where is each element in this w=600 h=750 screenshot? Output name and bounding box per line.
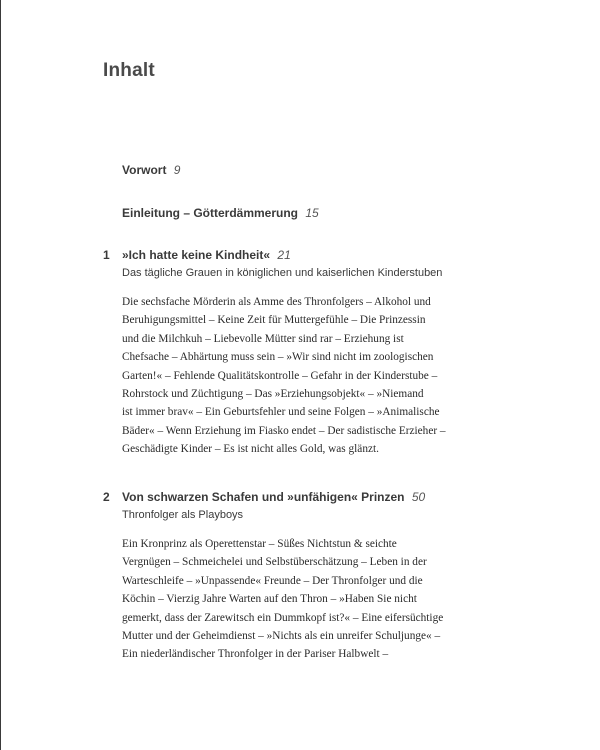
toc-entry-page-number: 15	[305, 206, 319, 220]
summary-line: gemerkt, dass der Zarewitsch ein Dummkopf ist?« – Eine eifersüchtige	[122, 611, 444, 624]
summary-line: Bäder« – Wenn Erziehung im Fiasko endet – Der sadistische Erzieher –	[122, 424, 446, 437]
chapter-page-number: 50	[411, 490, 426, 504]
toc-entry-einleitung	[122, 206, 319, 220]
summary-line: Ein niederländischer Thronfolger in der Pariser Halbwelt –	[122, 648, 389, 661]
chapter-summary	[122, 535, 452, 664]
chapter-page-number: 21	[277, 248, 291, 262]
summary-line: Mutter und der Geheimdienst – »Nichts als ein unreifer Schuljunge« –	[122, 630, 441, 643]
summary-line: Geschädigte Kinder – Es ist nicht alles Gold, was glänzt.	[122, 443, 379, 456]
summary-line: Garten!« – Fehlende Qualitätskontrolle – Gefahr in der Kinderstube –	[122, 369, 438, 382]
summary-line: ist immer brav« – Ein Geburtsfehler und seine Folgen – »Animalische	[122, 406, 440, 419]
chapter-number: 2	[103, 490, 110, 504]
summary-line: Ein Kronprinz als Operettenstar – Süßes Nichtstun & seichte	[122, 538, 397, 550]
chapter-number: 1	[103, 248, 110, 262]
chapter-summary	[122, 293, 452, 459]
summary-line: Die sechsfache Mörderin als Amme des Thronfolgers – Alkohol und	[122, 296, 431, 308]
chapter-heading	[122, 248, 291, 262]
summary-line: Köchin – Vierzig Jahre Warten auf den Thron – »Haben Sie nicht	[122, 593, 417, 606]
summary-line: Beruhigungsmittel – Keine Zeit für Muttergefühle – Die Prinzessin	[122, 314, 426, 327]
chapter-title: Von schwarzen Schafen und »unfähigen« Prinzen	[122, 490, 405, 504]
summary-line: Rohrstock und Züchtigung – Das »Erziehungsobjekt« – »Niemand	[122, 388, 424, 401]
chapter-heading	[122, 490, 425, 504]
summary-line: und die Milchkuh – Liebevolle Mütter sind rar – Erziehung ist	[122, 332, 404, 345]
chapter-subtitle: Das tägliche Grauen in königlichen und kaiserlichen Kinderstuben	[122, 267, 443, 279]
page-title: Inhalt	[103, 60, 155, 81]
summary-line: Vergnügen – Schmeichelei und Selbstüberschätzung – Leben in der	[122, 556, 427, 569]
chapter-title: »Ich hatte keine Kindheit«	[122, 248, 271, 262]
summary-line: Warteschleife – »Unpassende« Freunde – Der Thronfolger und die	[122, 574, 423, 587]
chapter-subtitle: Thronfolger als Playboys	[122, 509, 244, 521]
summary-line: Chefsache – Abhärtung muss sein – »Wir sind nicht im zoologischen	[122, 351, 434, 364]
toc-entry-page-number: 9	[173, 163, 181, 177]
toc-entry-label: Einleitung – Götterdämmerung	[122, 206, 299, 220]
toc-entry-label: Vorwort	[122, 163, 167, 177]
toc-entry-vorwort	[122, 163, 180, 177]
